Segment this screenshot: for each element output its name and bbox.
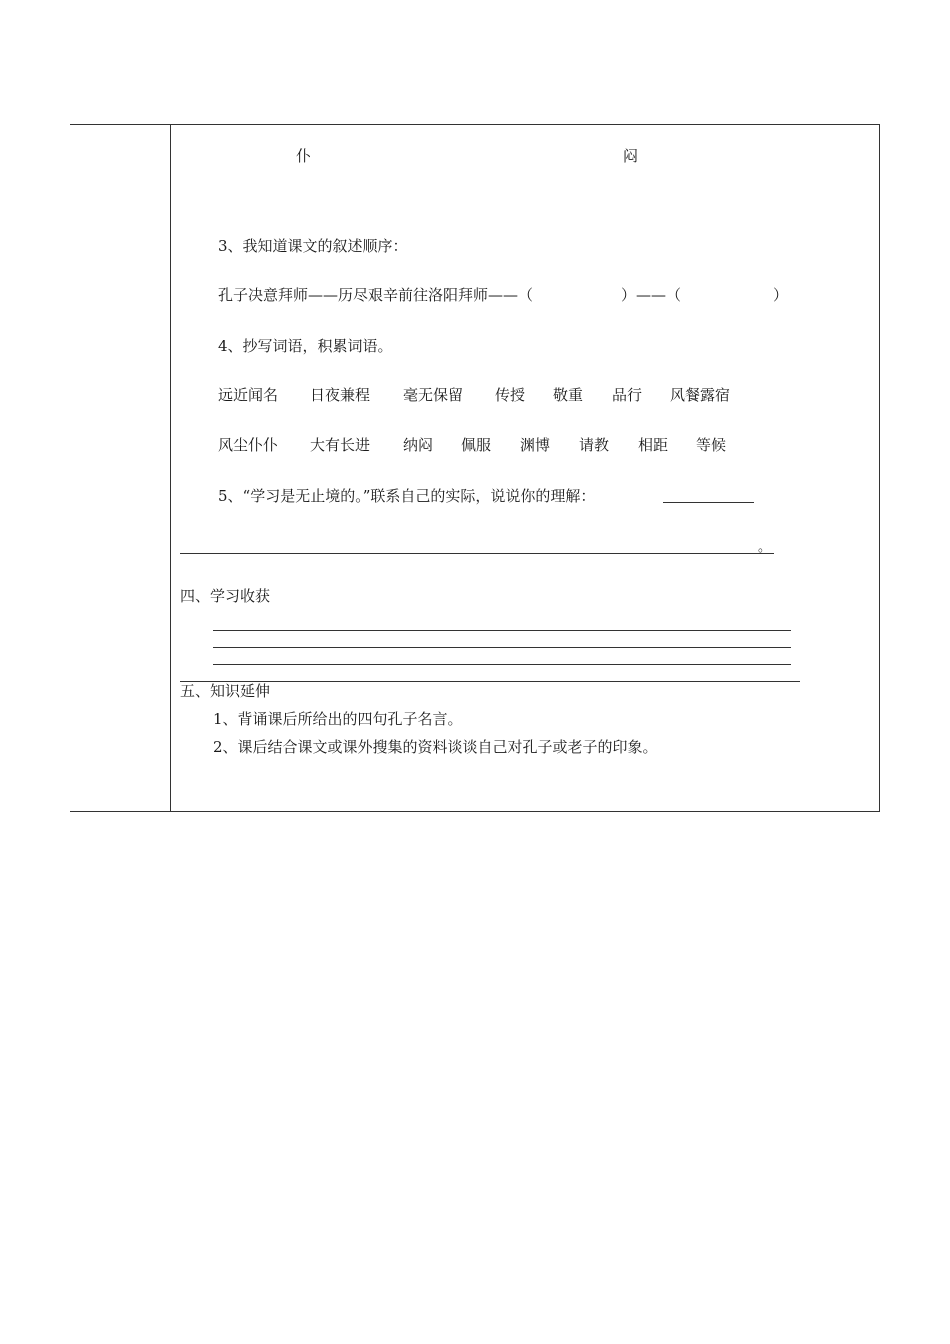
vocab-word: 相距 [638,436,669,454]
harvest-line [180,681,800,682]
vocab-word: 渊博 [520,436,551,454]
vocab-word: 敬重 [553,386,584,404]
char-men: 闷 [623,147,639,165]
vocab-word: 请教 [579,436,610,454]
q3-seq-part2: ）——（ [621,286,682,304]
vocab-word: 大有长进 [310,436,371,454]
q5-answer-line-short [663,502,754,503]
column-divider [170,124,171,812]
harvest-line [213,647,791,648]
harvest-line [213,664,791,665]
vocab-word: 佩服 [461,436,492,454]
harvest-line [213,630,791,631]
q4-title: 4、抄写词语，积累词语。 [218,337,393,355]
vocab-word: 毫无保留 [403,386,464,404]
vocab-word: 等候 [696,436,727,454]
vocab-word: 品行 [612,386,643,404]
vocab-word: 风尘仆仆 [218,436,279,454]
q3-seq-part3: ） [773,286,789,304]
vocab-word: 传授 [495,386,526,404]
vocab-word: 纳闷 [403,436,434,454]
char-pu: 仆 [296,147,312,165]
q3-title: 3、我知道课文的叙述顺序： [218,237,408,255]
q3-seq-part1: 孔子决意拜师——历尽艰辛前往洛阳拜师——（ [218,286,534,304]
vocab-word: 远近闻名 [218,386,279,404]
section4-title: 四、学习收获 [180,587,271,605]
table-frame [70,124,880,812]
q5-answer-line [180,553,774,554]
vocab-word: 风餐露宿 [670,386,731,404]
vocab-word: 日夜兼程 [310,386,371,404]
q5-text: 5、“学习是无止境的。”联系自己的实际，说说你的理解： [218,487,596,505]
q5-end-mark: 。 [758,540,772,555]
section5-title: 五、知识延伸 [180,682,271,700]
section5-item: 2、课后结合课文或课外搜集的资料谈谈自己对孔子或老子的印象。 [213,738,658,756]
section5-item: 1、背诵课后所给出的四句孔子名言。 [213,710,463,728]
